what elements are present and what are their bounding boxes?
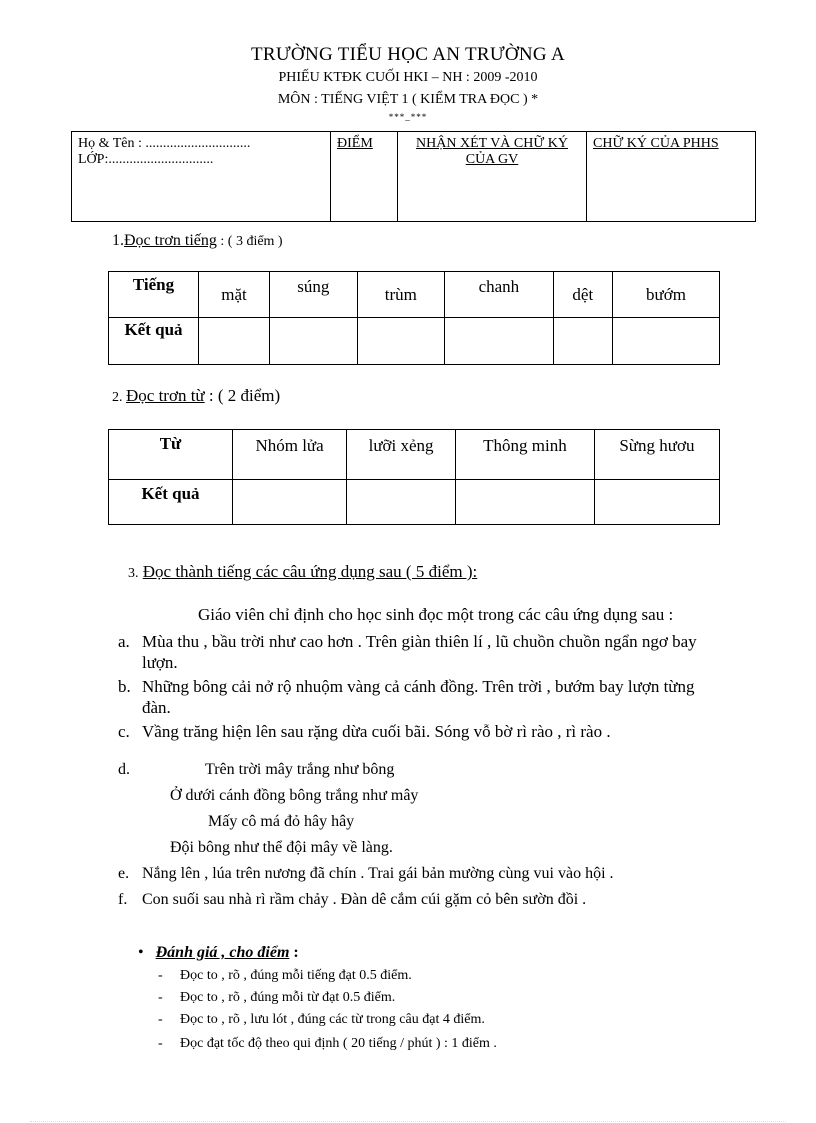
class-field[interactable]: LỚP:.............................. — [78, 152, 214, 167]
word-cell: Sừng hươu — [594, 430, 719, 480]
score-cell[interactable] — [331, 132, 398, 222]
section2-number: 2. — [112, 390, 126, 405]
parent-label: CHỮ KÝ CỦA PHHS — [593, 136, 719, 151]
word-cell: dệt — [553, 272, 612, 318]
result-cell[interactable] — [612, 318, 719, 365]
sentence-e-line: Nắng lên , lúa trên nương đã chín . Trai gái bản mường cùng vui vào hội . — [142, 865, 614, 882]
result-cell[interactable] — [553, 318, 612, 365]
criterion-item — [158, 1012, 485, 1028]
sentence-c-line: Vầng trăng hiện lên sau rặng dừa cuối bãi. Sóng vỗ bờ rì rào , rì rào . — [142, 722, 611, 741]
dash-icon: - — [158, 1012, 163, 1027]
school-name: TRƯỜNG TIỂU HỌC AN TRƯỜNG A — [251, 44, 565, 65]
result-cell[interactable] — [594, 480, 719, 525]
sentence-f-line: Con suối sau nhà rì rầm chảy . Đàn dê cắm cúi gặm cỏ bên sườn đồi . — [142, 891, 587, 908]
result-cell[interactable] — [445, 318, 554, 365]
result-cell[interactable] — [357, 318, 445, 365]
poem-mark: d. — [118, 761, 130, 778]
result-cell[interactable] — [456, 480, 595, 525]
student-cell — [72, 132, 331, 222]
section1-points: : ( 3 điểm ) — [216, 234, 283, 249]
dash-icon: - — [158, 968, 163, 983]
header-stars: ***_*** — [388, 112, 428, 122]
section3-intro: Giáo viên chỉ định cho học sinh đọc một trong các câu ứng dụng sau : — [198, 605, 674, 624]
criterion-item — [158, 990, 395, 1006]
sentence-a-line1: Mùa thu , bầu trời như cao hơn . Trên giàn thiên lí , lũ chuồn chuồn ngẩn ngơ bay — [142, 632, 697, 651]
bullet-icon: • — [138, 944, 144, 961]
result-cell[interactable] — [199, 318, 270, 365]
criterion-item — [158, 968, 412, 984]
section2-heading — [112, 386, 280, 406]
sentence-b-line2: đàn. — [142, 698, 171, 717]
evaluation-heading — [138, 944, 299, 962]
section2-result-label: Kết quả — [109, 480, 233, 525]
section3-title: Đọc thành tiếng các câu ứng dụng sau ( 5 điểm ): — [142, 562, 478, 581]
section2-points: : ( 2 điểm) — [204, 386, 281, 405]
section3-heading — [128, 562, 477, 582]
section2-title: Đọc trơn từ — [126, 386, 205, 405]
sentence-a-line2: lượn. — [142, 653, 178, 672]
sentence-b-mark: b. — [118, 677, 131, 696]
score-label: ĐIỂM — [337, 136, 373, 151]
subject-title: MÔN : TIẾNG VIỆT 1 ( KIỂM TRA ĐỌC ) * — [277, 92, 539, 107]
evaluation-title: Đánh giá , cho điểm — [155, 944, 290, 961]
word-cell: chanh — [445, 272, 554, 318]
poem-line4: Đội bông như thể đội mây về làng. — [170, 839, 393, 856]
criterion-item — [158, 1036, 497, 1052]
teacher-cell[interactable] — [398, 132, 587, 222]
criterion-text: Đọc to , rõ , đúng mỗi từ đạt 0.5 điểm. — [180, 990, 396, 1005]
dash-icon: - — [158, 1036, 163, 1051]
word-cell: súng — [270, 272, 358, 318]
word-cell: bướm — [612, 272, 719, 318]
section2-row-label: Từ — [109, 430, 233, 480]
word-cell: Thông minh — [456, 430, 595, 480]
section1-title: Đọc trơn tiếng — [124, 232, 217, 249]
sentence-f-mark: f. — [118, 891, 128, 908]
poem-line1: Trên trời mây trắng như bông — [205, 761, 395, 778]
page-edge-divider — [30, 1121, 786, 1122]
word-cell: trùm — [357, 272, 445, 318]
section1-row-label: Tiếng — [109, 272, 199, 318]
name-field[interactable]: Họ & Tên : .............................. — [78, 136, 251, 151]
student-info-box — [71, 131, 756, 222]
criterion-text: Đọc to , rõ , lưu lót , đúng các từ trong câu đạt 4 điểm. — [180, 1012, 485, 1027]
section2-table — [108, 429, 720, 525]
section1-result-label: Kết quả — [109, 318, 199, 365]
sentence-a-mark: a. — [118, 632, 130, 651]
result-cell[interactable] — [347, 480, 456, 525]
word-cell: lưỡi xẻng — [347, 430, 456, 480]
section1-table — [108, 271, 720, 365]
dash-icon: - — [158, 990, 163, 1005]
poem-line3: Mấy cô má đỏ hây hây — [208, 813, 355, 830]
section1-number: 1. — [112, 232, 124, 249]
section1-heading — [112, 232, 283, 250]
parent-cell[interactable] — [587, 132, 756, 222]
word-cell: mặt — [199, 272, 270, 318]
result-cell[interactable] — [233, 480, 347, 525]
sentence-b-line1: Những bông cải nở rộ nhuộm vàng cả cánh đồng. Trên trời , bướm bay lượn từng — [142, 677, 695, 696]
exam-title: PHIẾU KTĐK CUỐI HKI – NH : 2009 -2010 — [278, 70, 538, 85]
criterion-text: Đọc to , rõ , đúng mỗi tiếng đạt 0.5 điểm. — [180, 968, 412, 983]
evaluation-colon: : — [289, 944, 299, 961]
sentence-c-mark: c. — [118, 722, 130, 741]
poem-line2: Ở dưới cánh đồng bông trắng như mây — [170, 787, 419, 804]
result-cell[interactable] — [270, 318, 358, 365]
criterion-text: Đọc đạt tốc độ theo qui định ( 20 tiếng / phút ) : 1 điểm . — [180, 1036, 497, 1051]
teacher-label: NHẬN XÉT VÀ CHỮ KÝ CỦA GV — [416, 136, 568, 167]
sentence-e-mark: e. — [118, 865, 130, 882]
section3-number: 3. — [128, 566, 139, 581]
word-cell: Nhóm lửa — [233, 430, 347, 480]
